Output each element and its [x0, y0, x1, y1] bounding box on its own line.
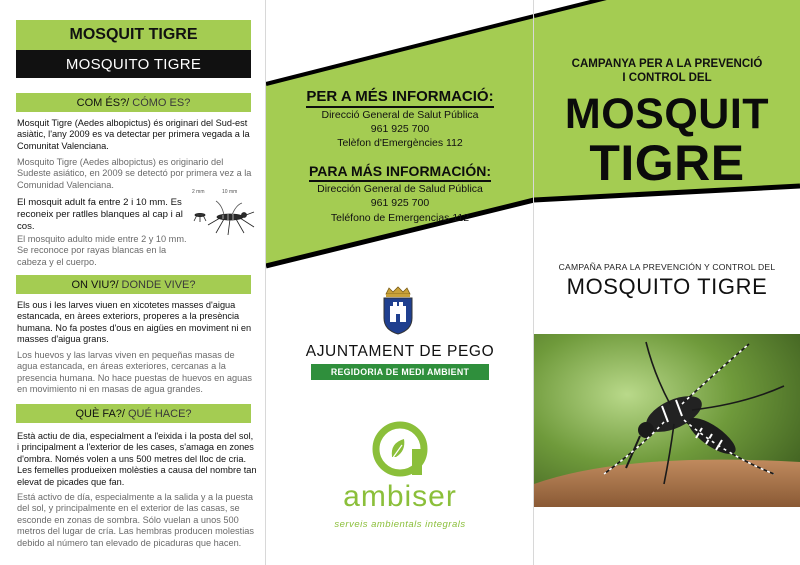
left-panel	[0, 0, 266, 565]
title-catalan: MOSQUIT TIGRE	[16, 20, 251, 50]
paragraph-cat: Mosquit Tigre (Aedes albopictus) és originari del Sud-est asiàtic, l'any 2009 es va detectar per primera vegada a la Comunitat Valenciana.	[17, 118, 250, 151]
section-head-cat: COM ÉS?/	[76, 96, 130, 109]
mosquito-size-icon	[188, 193, 260, 241]
info-line-direccion: Dirección General de Salud Pública	[317, 183, 483, 195]
section-head-que-fa	[16, 404, 251, 423]
info-phone-es: 961 925 700	[370, 197, 430, 209]
title-spanish: MOSQUITO TIGRE	[16, 50, 251, 78]
info-title-cat	[266, 88, 534, 105]
section-head-es: DONDE VIVE?	[121, 278, 196, 291]
section-head-on-viu	[16, 275, 251, 294]
section-head-cat: QUÈ FA?/	[75, 407, 125, 420]
paragraph-es: Está activo de día, especialmente a la salida y a la puesta del sol, y principalmente en el exterior de las casas, se esconde en zonas de sombra. Sólo vuelan a unos 500 metros del lugar de cría. Las hembras producen molestias debido al número tan elevado de picaduras que hacen.	[17, 492, 254, 548]
campaign-cat-line1: CAMPANYA PER A LA PREVENCIÓ	[571, 58, 763, 70]
paragraph-cat-size: El mosquit adult fa entre 2 i 10 mm. Es reconeix per ratlles blanques al cap i al cos.	[17, 197, 183, 232]
info-line-emergencies: Telèfon d'Emergències 112	[337, 137, 463, 149]
campaign-es: CAMPAÑA PARA LA PREVENCIÓN Y CONTROL DEL	[558, 262, 776, 272]
section-head-es: CÓMO ES?	[132, 96, 191, 109]
campaign-cat-line2: I CONTROL DEL	[622, 72, 712, 84]
ajuntament-title: AJUNTAMENT DE PEGO	[305, 343, 495, 360]
section-head-cat: ON VIU?/	[71, 278, 119, 291]
coat-of-arms-icon	[380, 286, 416, 336]
paragraph-cat: Els ous i les larves viuen en xicotetes masses d'aigua estancada, en àrees exteriors, properes a la presència humana. No fa postes d'ous en aigües en moviment ni en masses d'aigua grans.	[17, 300, 252, 345]
paragraph-es: Los huevos y las larvas viven en pequeñas masas de agua estancada, en áreas exteriores, cercanas a la presencia humana. No hace puestas de huevos en aguas en movimiento ni en masas de agua grandes.	[17, 350, 252, 395]
middle-panel	[266, 0, 534, 565]
info-title-cat-text: PER A MÉS INFORMACIÓ:	[306, 88, 493, 108]
regidoria-badge: REGIDORIA DE MEDI AMBIENT	[311, 364, 489, 380]
section-head-com-es	[16, 93, 251, 112]
info-line-emergencias: Teléfono de Emergencias 112	[330, 212, 470, 224]
info-title-es-text: PARA MÁS INFORMACIÓN:	[309, 163, 491, 182]
ambiser-tagline: serveis ambientals integrals	[334, 519, 466, 530]
size-label-10mm: 10 mm	[222, 189, 238, 195]
paragraph-es: Mosquito Tigre (Aedes albopictus) es originario del Sudeste asiático, en 2009 se detectó por primera vez a la Comunidad Valenciana.	[17, 157, 252, 190]
paragraph-cat: Està actiu de dia, especialment a l'eixida i la posta del sol, i principalment a l'exterior de les cases, s'amaga en zones d'ombra. Només volen a uns 500 metres del lloc de cria. Les femelles produeixen molèsties a causa del nombre tan elevat de picades que fan.	[17, 431, 257, 487]
mosquito-photo	[534, 334, 800, 507]
info-line-direccio: Direcció General de Salut Pública	[321, 109, 479, 121]
right-panel	[534, 0, 800, 565]
cover-title-es: MOSQUITO TIGRE	[566, 274, 768, 299]
cover-title-line2: TIGRE	[589, 135, 745, 191]
section-head-es: QUÉ HACE?	[127, 407, 192, 420]
size-label-2mm: 2 mm	[192, 189, 205, 195]
ambiser-wordmark: ambiser	[343, 480, 457, 513]
ambiser-logo-icon	[372, 421, 428, 477]
info-phone-cat: 961 925 700	[370, 123, 430, 135]
cover-title-line1: MOSQUIT	[564, 90, 770, 138]
info-title-es	[266, 163, 534, 179]
paragraph-es-size: El mosquito adulto mide entre 2 y 10 mm. Se reconoce por rayas blancas en la cabeza y el cuerpo.	[17, 234, 187, 267]
